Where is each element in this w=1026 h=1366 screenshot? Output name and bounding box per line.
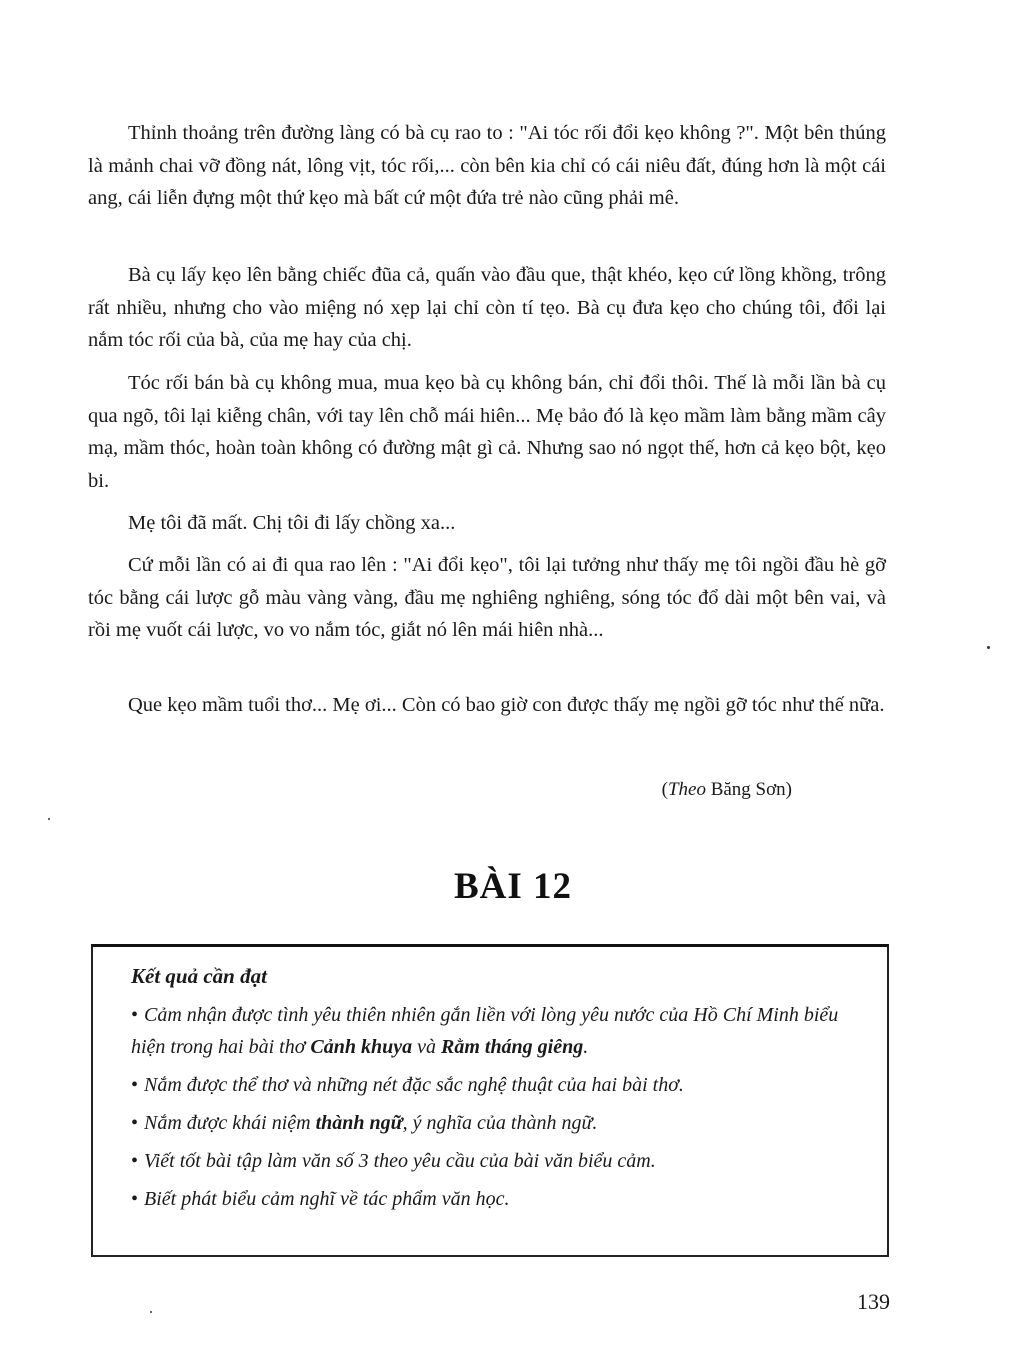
page-number: 139: [857, 1289, 890, 1314]
paragraph-4: Mẹ tôi đã mất. Chị tôi đi lấy chồng xa...: [128, 512, 456, 534]
paragraph-2: Bà cụ lấy kẹo lên bằng chiếc đũa cả, quấn vào đầu que, thật khéo, kẹo cứ lồng khồng, trông rất nhiều, nhưng cho vào miệng nó xẹp lại chỉ còn tí tẹo. Bà cụ đưa kẹo cho chúng tôi, đổi lại nắm tóc rối của bà, của mẹ hay của chị.: [88, 264, 886, 351]
goals-box: [91, 944, 889, 1257]
scan-speck: [48, 818, 50, 820]
goals-list: [131, 999, 853, 1221]
bullet-icon: •: [131, 1112, 139, 1134]
bullet-icon: •: [131, 1004, 139, 1026]
paragraph-3: Tóc rối bán bà cụ không mua, mua kẹo bà cụ không bán, chỉ đổi thôi. Thế là mỗi lần bà cụ qua ngõ, tôi lại kiễng chân, với tay lên chỗ mái hiên... Mẹ bảo đó là kẹo mầm làm bằng mầm cây mạ, mầm thóc, hoàn toàn không có đường mật gì cả. Nhưng sao nó ngọt thế, hơn cả kẹo bột, kẹo bi.: [88, 372, 886, 492]
source-theo: Theo: [667, 779, 706, 800]
scan-speck: [150, 1311, 152, 1313]
source-author: Băng Sơn): [705, 779, 792, 800]
goal-item: • Viết tốt bài tập làm văn số 3 theo yêu cầu của bài văn biểu cảm.: [131, 1150, 656, 1172]
goal-item: • Biết phát biểu cảm nghĩ về tác phẩm văn học.: [131, 1188, 510, 1210]
goal-item: • Nắm được thể thơ và những nét đặc sắc nghệ thuật của hai bài thơ.: [131, 1074, 684, 1096]
paragraph-1: Thỉnh thoảng trên đường làng có bà cụ rao to : "Ai tóc rối đổi kẹo không ?". Một bên thúng là mảnh chai vỡ đồng nát, lông vịt, tóc rối,... còn bên kia chỉ có cái niêu đất, đúng hơn là một cái ang, cái liễn đựng một thứ kẹo mà bất cứ một đứa trẻ nào cũng phải mê.: [88, 122, 886, 209]
goals-heading: Kết quả cần đạt: [131, 964, 267, 988]
paragraph-6: Que kẹo mầm tuổi thơ... Mẹ ơi... Còn có bao giờ con được thấy mẹ ngồi gỡ tóc như thế nữa.: [128, 694, 885, 716]
lesson-title: BÀI 12: [453, 866, 573, 907]
bullet-icon: •: [131, 1074, 139, 1096]
source-attribution: (Theo Băng Sơn): [661, 779, 792, 800]
bullet-icon: •: [131, 1150, 139, 1172]
bullet-icon: •: [131, 1188, 139, 1210]
scan-speck: [987, 646, 990, 649]
paragraph-5: Cứ mỗi lần có ai đi qua rao lên : "Ai đổi kẹo", tôi lại tưởng như thấy mẹ tôi ngồi đầu hè gỡ tóc bằng cái lược gỗ màu vàng vàng, đầu mẹ nghiêng nghiêng, sóng tóc đổ dài một bên vai, và rồi mẹ vuốt cái lược, vo vo nắm tóc, giắt nó lên mái hiên nhà...: [88, 554, 886, 641]
goal-item: • Cảm nhận được tình yêu thiên nhiên gắn liền với lòng yêu nước của Hồ Chí Minh biểu hiện trong hai bài thơ Cảnh khuya và Rằm tháng giêng.: [131, 1004, 839, 1058]
goal-item: • Nắm được khái niệm thành ngữ, ý nghĩa của thành ngữ.: [131, 1112, 598, 1134]
